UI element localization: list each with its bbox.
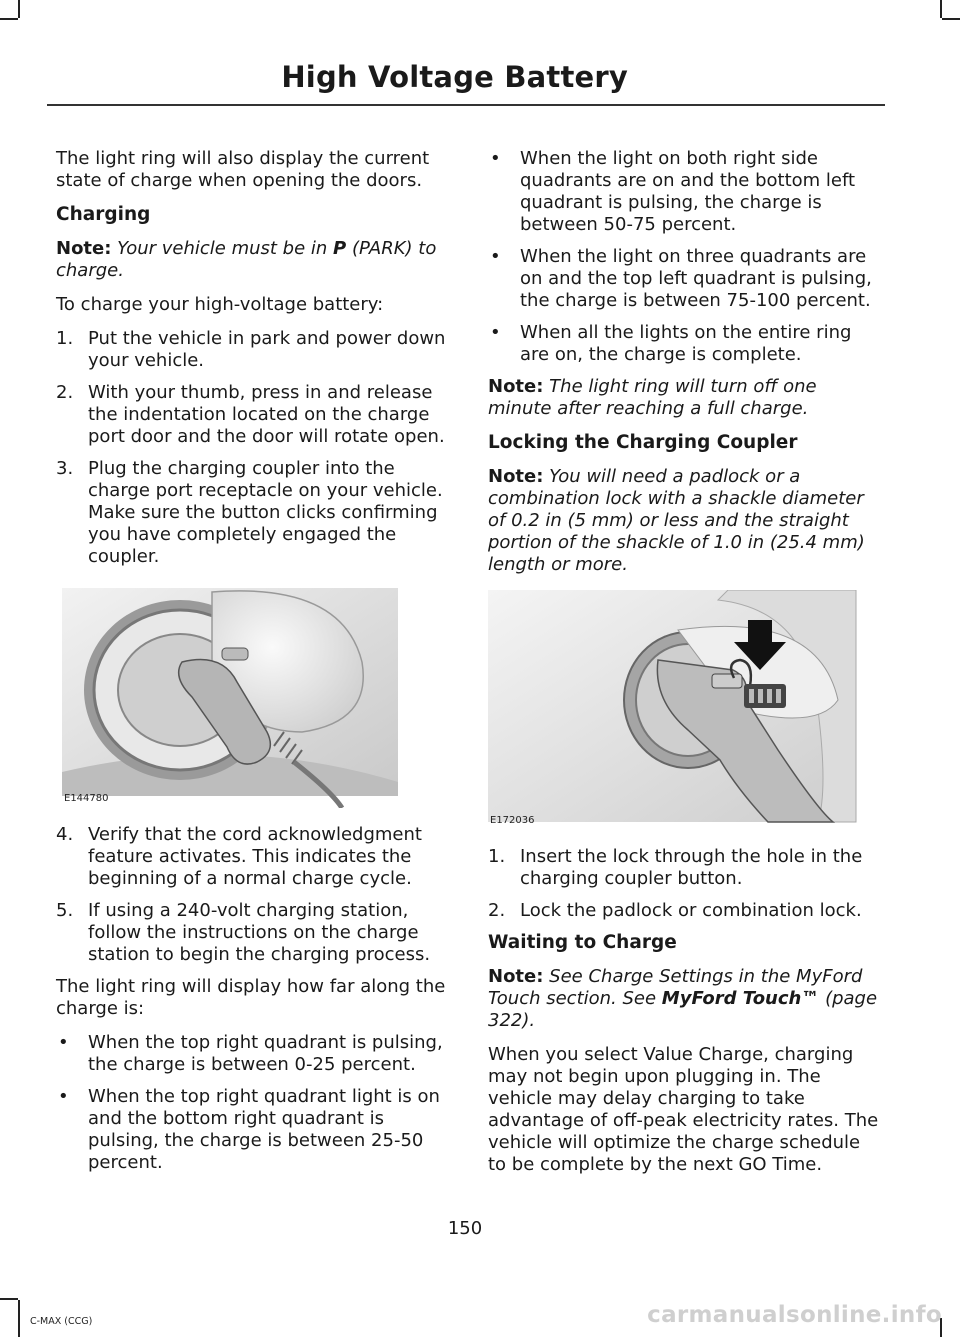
list-item: [56, 824, 448, 890]
list-item: [488, 246, 882, 312]
step-text: Plug the charging coupler into the charge port receptacle on your vehicle. Make sure the button clicks confirming you have completely engaged the coupler.: [88, 458, 443, 567]
step-text: If using a 240-volt charging station, follow the instructions on the charge station to begin the charging process.: [88, 900, 431, 965]
bullet: •: [490, 246, 501, 267]
crop-mark: [942, 18, 960, 20]
myford-link[interactable]: MyFord Touch™: [661, 988, 820, 1009]
step-number: 3.: [56, 458, 74, 479]
list-item: [56, 382, 448, 448]
padlock-illustration: [488, 590, 858, 830]
steps-intro: To charge your high-voltage battery:: [56, 294, 384, 315]
crop-mark: [0, 1298, 18, 1300]
waiting-heading: Waiting to Charge: [488, 932, 677, 953]
step-number: 1.: [56, 328, 74, 349]
note-padlock: Note: You will need a padlock or a combination lock with a shackle diameter of 0.2 in (5 mm) or less and the straight portion of the shackle of 1.0 in (25.4 mm) length or more.: [488, 466, 865, 575]
note-label: Note:: [488, 466, 544, 487]
bullet-text: When the light on three quadrants are on and the top left quadrant is pulsing, the charge is between 75-100 percent.: [520, 246, 872, 311]
note-label: Note:: [488, 966, 544, 987]
bullet-text: When the top right quadrant is pulsing, the charge is between 0-25 percent.: [88, 1032, 443, 1075]
model-code: C-MAX (CCG): [30, 1316, 93, 1327]
value-charge-paragraph: When you select Value Charge, charging may not begin upon plugging in. The vehicle may delay charging to take advantage of off-peak electricity rates. The vehicle will optimize the charge schedule to be complete by the next GO Time.: [488, 1044, 879, 1175]
page-title: High Voltage Battery: [281, 60, 628, 94]
bullet-text: When the light on both right side quadrants are on and the bottom left quadrant is pulsing, the charge is between 50-75 percent.: [520, 148, 856, 235]
list-item: [488, 322, 882, 366]
watermark: carmanualsonline.info: [647, 1302, 942, 1328]
step-number: 4.: [56, 824, 74, 845]
locking-heading: Locking the Charging Coupler: [488, 432, 798, 453]
figure-id: E144780: [64, 793, 109, 804]
right-column: [488, 148, 882, 1188]
charge-port-illustration: [62, 582, 408, 808]
step-text: Lock the padlock or combination lock.: [520, 900, 862, 921]
left-column: [56, 148, 448, 1184]
bullet: •: [490, 148, 501, 169]
note-light-ring: Note: The light ring will turn off one minute after reaching a full charge.: [488, 376, 817, 419]
list-item: [488, 148, 882, 236]
list-item: [56, 458, 448, 568]
crop-mark: [18, 1300, 20, 1337]
ring-intro: The light ring will display how far along the charge is:: [56, 976, 446, 1019]
note-park: Note: Your vehicle must be in P (PARK) to charge.: [56, 238, 437, 281]
list-item: [56, 1086, 448, 1174]
step-number: 1.: [488, 846, 506, 867]
locked-coupler-image: [488, 590, 858, 830]
list-item: [56, 328, 448, 372]
charging-heading: Charging: [56, 204, 151, 225]
bullet: •: [490, 322, 501, 343]
bullet-text: When all the lights on the entire ring are on, the charge is complete.: [520, 322, 852, 365]
step-text: Insert the lock through the hole in the charging coupler button.: [520, 846, 863, 889]
step-text: Put the vehicle in park and power down your vehicle.: [88, 328, 446, 371]
list-item: [488, 846, 882, 890]
figure-id: E172036: [490, 815, 535, 826]
list-item: [488, 900, 882, 922]
step-text: With your thumb, press in and release the indentation located on the charge port door and the door will rotate open.: [88, 382, 445, 447]
crop-mark: [940, 0, 942, 18]
list-item: [56, 1032, 448, 1076]
intro-paragraph: The light ring will also display the current state of charge when opening the doors.: [56, 148, 430, 191]
header-divider: [47, 104, 885, 106]
crop-mark: [0, 18, 18, 20]
page-number: 150: [447, 1218, 483, 1239]
bullet: •: [58, 1086, 69, 1107]
step-number: 5.: [56, 900, 74, 921]
bullet-text: When the top right quadrant light is on and the bottom right quadrant is pulsing, the charge is between 25-50 percent.: [88, 1086, 440, 1173]
note-label: Note:: [488, 376, 544, 397]
step-number: 2.: [56, 382, 74, 403]
crop-mark: [18, 0, 20, 18]
bullet: •: [58, 1032, 69, 1053]
step-text: Verify that the cord acknowledgment feature activates. This indicates the beginning of a normal charge cycle.: [88, 824, 422, 889]
note-label: Note:: [56, 238, 112, 259]
step-number: 2.: [488, 900, 506, 921]
note-myford: Note: See Charge Settings in the MyFord Touch section. See MyFord Touch™ (page 322).: [488, 966, 878, 1031]
charge-coupler-image: [62, 582, 408, 808]
list-item: [56, 900, 448, 966]
